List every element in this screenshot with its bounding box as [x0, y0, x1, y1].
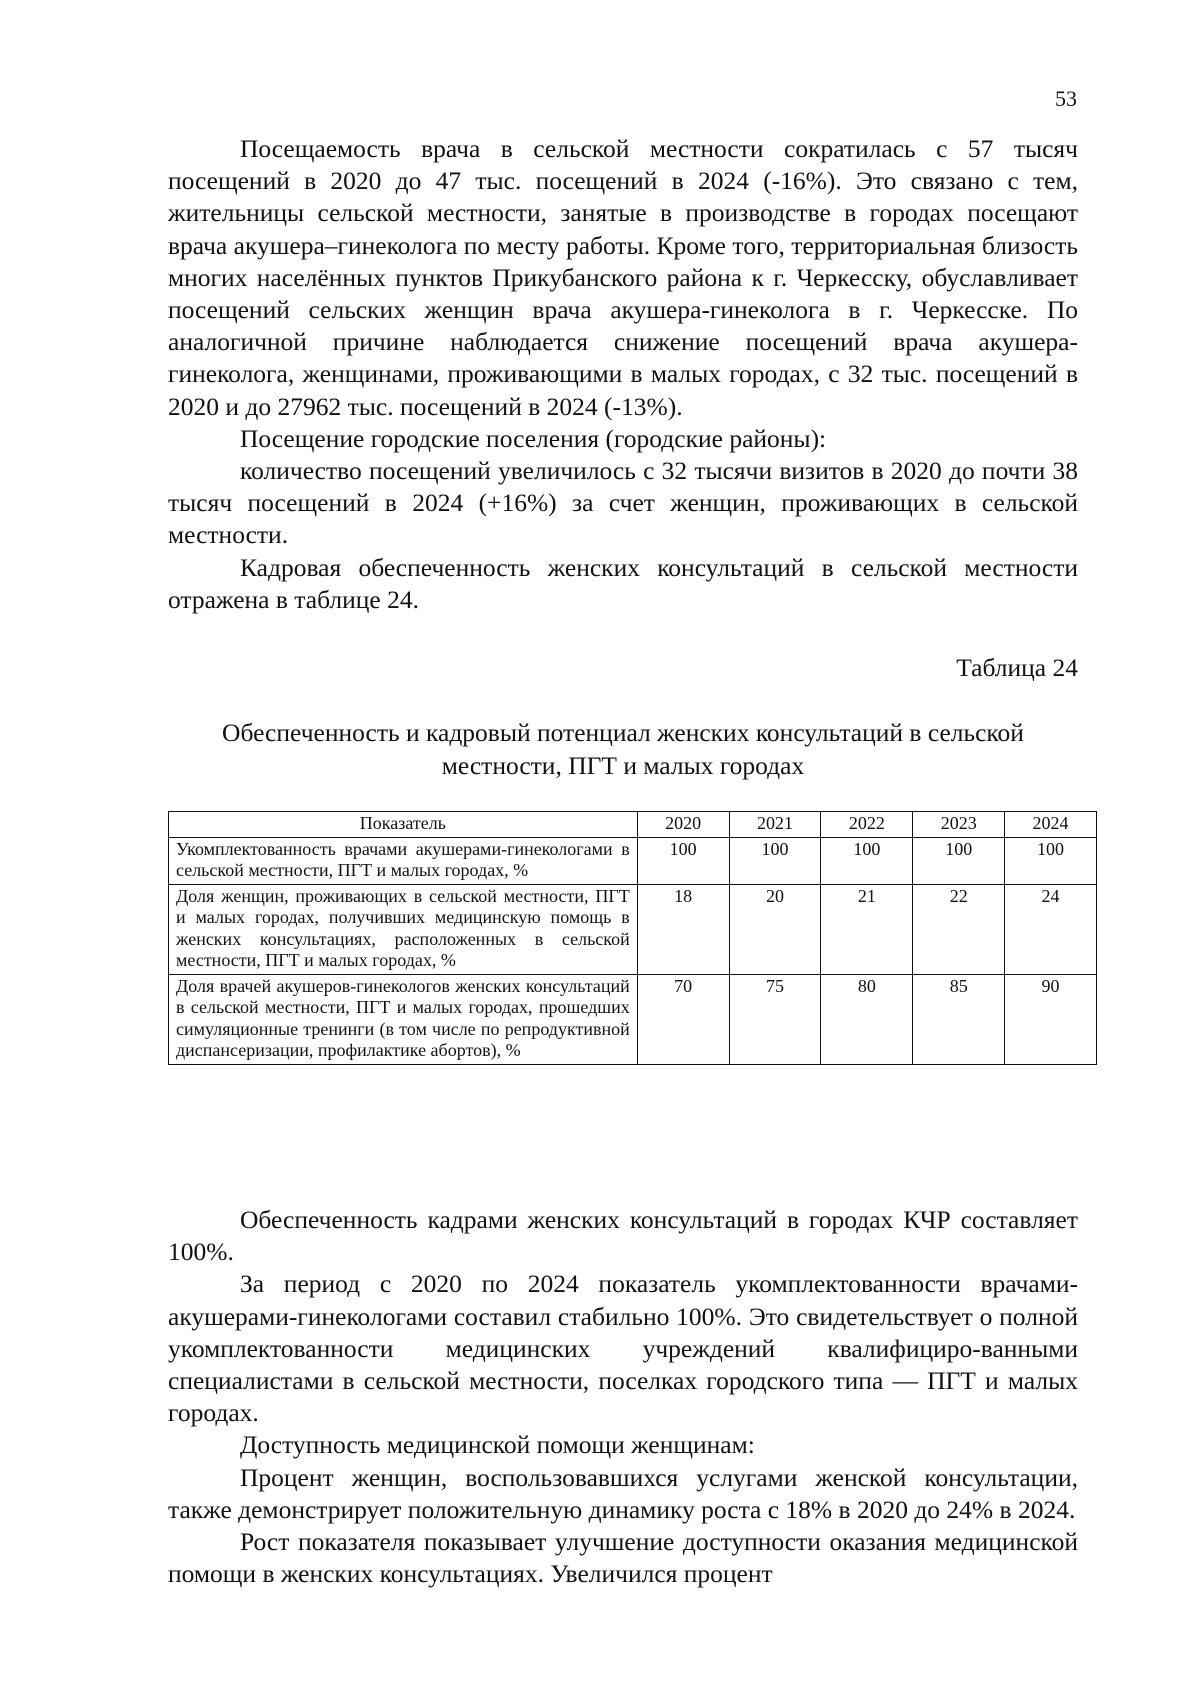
paragraph: количество посещений увеличилось с 32 тысячи визитов в 2020 до почти 38 тысяч посещений в 2024 (+16%) за счет женщин, проживающих в сельской местности.: [168, 456, 1078, 550]
value-cell: 18: [637, 884, 729, 974]
value-cell: 100: [637, 837, 729, 884]
header-year: 2020: [637, 812, 729, 838]
indicator-cell: Доля женщин, проживающих в сельской местности, ПГТ и малых городах, получивших медицинскую помощь в женских консультациях, расположенных в сельской местности, ПГТ и малых городах, %: [169, 884, 638, 974]
paragraph: Посещение городские поселения (городские районы):: [240, 423, 827, 453]
table-label: Таблица 24: [956, 653, 1078, 682]
paragraph: Рост показателя показывает улучшение доступности оказания медицинской помощи в женских консультациях. Увеличился процент: [168, 1527, 1078, 1589]
paragraph: Процент женщин, воспользовавшихся услугами женской консультации, также демонстрирует положительную динамику роста с 18% в 2020 до 24% в 2024.: [168, 1462, 1078, 1524]
value-cell: 70: [637, 974, 729, 1064]
paragraph: Посещаемость врача в сельской местности сократилась с 57 тысяч посещений в 2020 до 47 тыс. посещений в 2024 (-16%). Это связано с тем, жительницы сельской местности, занятые в производстве в городах посещают врача акушера–гинеколога по месту работы. Кроме того, территориальная близость многих населённых пунктов Прикубанского района к г. Черкесску, обуславливает посещений сельских женщин врача акушера-гинеколога в г. Черкесске. По аналогичной причине наблюдается снижение посещений врача акушера-гинеколога, женщинами, проживающими в малых городах, с 32 тыс. посещений в 2020 и до 27962 тыс. посещений в 2024 (-13%).: [168, 134, 1078, 421]
value-cell: 20: [729, 884, 821, 974]
staffing-table: [168, 811, 1097, 1065]
body-text-bottom: [168, 1204, 1078, 1590]
paragraph: Кадровая обеспеченность женских консультаций в сельской местности отражена в таблице 24.: [168, 552, 1078, 614]
table-row: [169, 974, 1097, 1064]
header-year: 2021: [729, 812, 821, 838]
table-title-line: местности, ПГТ и малых городах: [441, 751, 805, 780]
value-cell: 85: [913, 974, 1005, 1064]
value-cell: 22: [913, 884, 1005, 974]
header-indicator: Показатель: [169, 812, 638, 838]
indicator-cell: Укомплектованность врачами акушерами-гинекологами в сельской местности, ПГТ и малых городах, %: [169, 837, 638, 884]
value-cell: 24: [1005, 884, 1097, 974]
header-year: 2024: [1005, 812, 1097, 838]
value-cell: 75: [729, 974, 821, 1064]
indicator-cell: Доля врачей акушеров-гинекологов женских консультаций в сельской местности, ПГТ и малых городах, прошедших симуляционные тренинги (в том числе по репродуктивной диспансеризации, профилактике абортов), %: [169, 974, 638, 1064]
value-cell: 100: [913, 837, 1005, 884]
value-cell: 100: [729, 837, 821, 884]
value-cell: 80: [821, 974, 913, 1064]
header-year: 2023: [913, 812, 1005, 838]
header-year: 2022: [821, 812, 913, 838]
value-cell: 90: [1005, 974, 1097, 1064]
table-header-row: [169, 812, 1097, 838]
table-row: [169, 884, 1097, 974]
body-text-top: [168, 133, 1078, 616]
paragraph: Доступность медицинской помощи женщинам:: [240, 1430, 755, 1460]
page-number: 53: [1055, 86, 1077, 111]
table-title: [168, 716, 1078, 782]
table-row: [169, 837, 1097, 884]
value-cell: 21: [821, 884, 913, 974]
value-cell: 100: [821, 837, 913, 884]
paragraph: Обеспеченность кадрами женских консультаций в городах КЧР составляет 100%.: [168, 1205, 1078, 1267]
value-cell: 100: [1005, 837, 1097, 884]
table-title-line: Обеспеченность и кадровый потенциал женских консультаций в сельской: [222, 718, 1024, 747]
paragraph: За период с 2020 по 2024 показатель укомплектованности врачами-акушерами-гинекологами составил стабильно 100%. Это свидетельствует о полной укомплектованности медицинских учреждений квалифициро-ванными специалистами в сельской местности, поселках городского типа — ПГТ и малых городах.: [168, 1269, 1078, 1428]
